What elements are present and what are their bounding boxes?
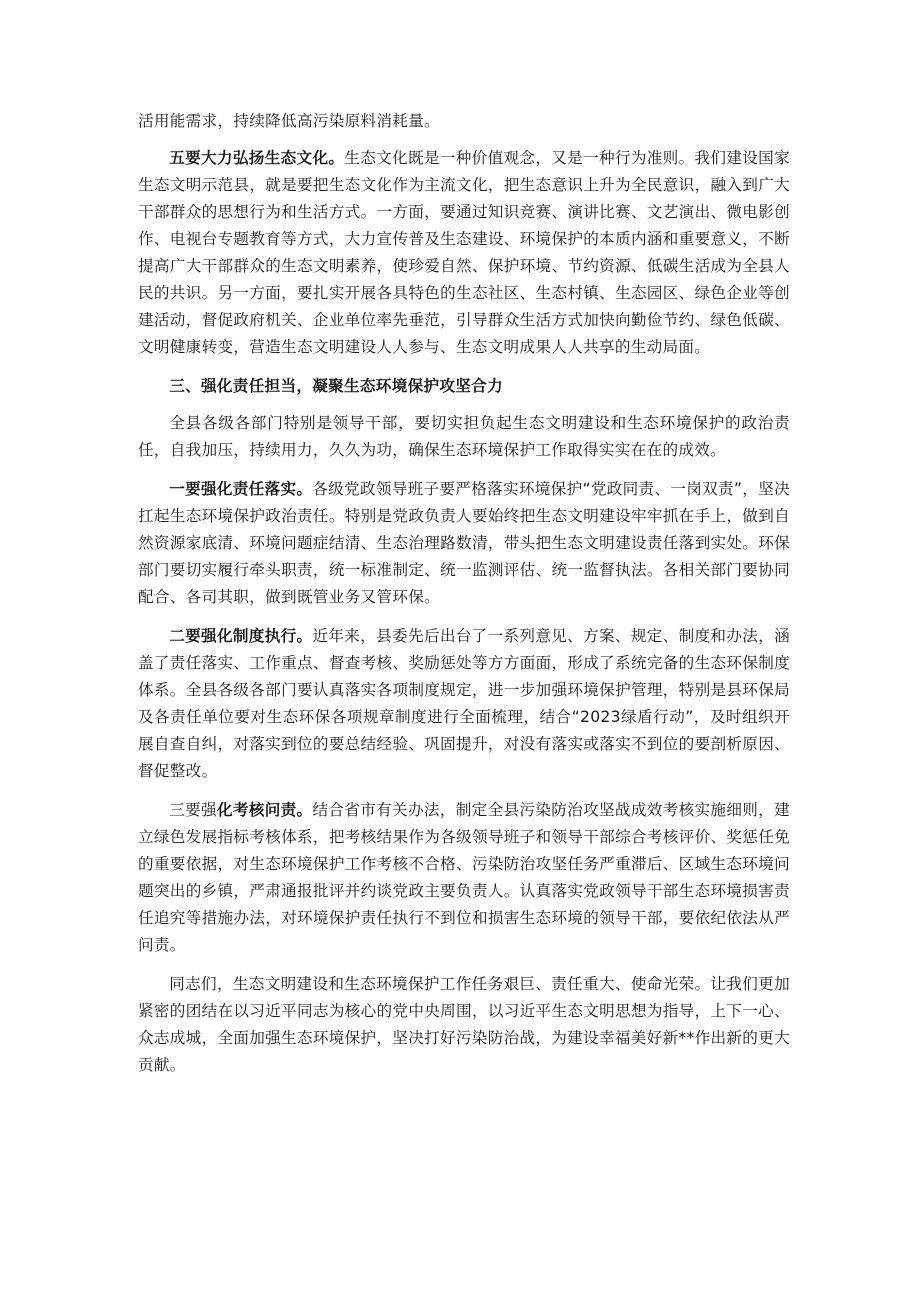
paragraph-closing: 同志们，生态文明建设和生态环境保护工作任务艰巨、责任重大、使命光荣。让我们更加紧密的团结在以习近平同志为核心的党中央周围，以习近平生态文明思想为指导，上下一心、众志成城，全面加强生态环境保护，坚决打好污染防治战，为建设幸福美好新**作出新的更大贡献。 [138,975,790,1074]
paragraph-body: 结合省市有关办法，制定全县污染防治攻坚战成效考核实施细则，建立绿色发展指标考核体系，把考核结果作为各级领导班子和领导干部综合考核评价、奖惩任免的重要依据，对生态环境保护工作考核不合格、污染防治攻坚任务严重滞后、区域生态环境问题突出的乡镇，严肃通报批评并约谈党政主要负责人。认真落实党政领导干部生态环境损害责任追究等措施办法，对环境保护责任执行不到位和损害生态环境的领导干部，要依纪依法从严问责。 [138,801,790,954]
paragraph-body: 生态文化既是一种价值观念，又是一种行为准则。我们建设国家生态文明示范县，就是要把生态文化作为主流文化，把生态意识上升为全民意识，融入到广大干部群众的思想行为和生活方式。一方面，要通过知识竞赛、演讲比赛、文艺演出、微电影创作、电视台专题教育等方式，大力宣传普及生态建设、环境保护的本质内涵和重要意义，不断提高广大干部群众的生态文明素养，使珍爱自然、保护环境、节约资源、低碳生活成为全县人民的共识。另一方面，要扎实开展各具特色的生态社区、生态村镇、生态园区、绿色企业等创建活动，督促政府机关、企业单位率先垂范，引导群众生活方式加快向勤俭节约、绿色低碳、文明健康转变，营造生态文明建设人人参与、生态文明成果人人共享的生动局面。 [138,149,790,356]
paragraph-responsibility [138,476,790,611]
paragraph-prefix: 三要强 [169,801,217,819]
paragraph-lead: 一要强化责任落实。 [169,480,313,498]
paragraph-ecological-culture [138,145,790,361]
paragraph-section-intro: 全县各级各部门特别是领导干部，要切实担负起生态文明建设和生态环境保护的政治责任，自我加压，持续用力，久久为功，确保生态环境保护工作取得实实在在的成效。 [138,414,790,459]
paragraph-continuation: 活用能需求，持续降低高污染原料消耗量。 [138,112,440,130]
document-page [138,108,790,1091]
paragraph-body: 各级党政领导班子要严格落实环境保护“党政同责、一岗双责”，坚决扛起生态环境保护政治责任。特别是党政负责人要始终把生态文明建设牢牢抓在手上，做到自然资源家底清、环境问题症结清、生态治理路数清，带头把生态文明建设责任落到实处。环保部门要切实履行牵头职责，统一标准制定、统一监测评估、统一监督执法。各相关部门要协同配合、各司其职，做到既管业务又管环保。 [138,480,790,606]
paragraph-lead: 二要强化制度执行。 [169,627,313,645]
paragraph-system-execution [138,623,790,785]
paragraph-body: 近年来，县委先后出台了一系列意见、方案、规定、制度和办法，涵盖了责任落实、工作重点、督查考核、奖励惩处等方方面面，形成了系统完备的生态环保制度体系。全县各级各部门要认真落实各项制度规定，进一步加强环境保护管理，特别是县环保局及各责任单位要对生态环保各项规章制度进行全面梳理，结合“2023绿盾行动”，及时组织开展自查自纠，对落实到位的要总结经验、巩固提升，对没有落实或落实不到位的要剖析原因、督促整改。 [138,627,790,780]
paragraph-lead: 五要大力弘扬生态文化。 [169,149,345,167]
section-heading-3: 三、强化责任担当，凝聚生态环境保护攻坚合力 [169,377,503,395]
paragraph-lead: 化考核问责。 [216,801,313,819]
paragraph-assessment [138,797,790,959]
